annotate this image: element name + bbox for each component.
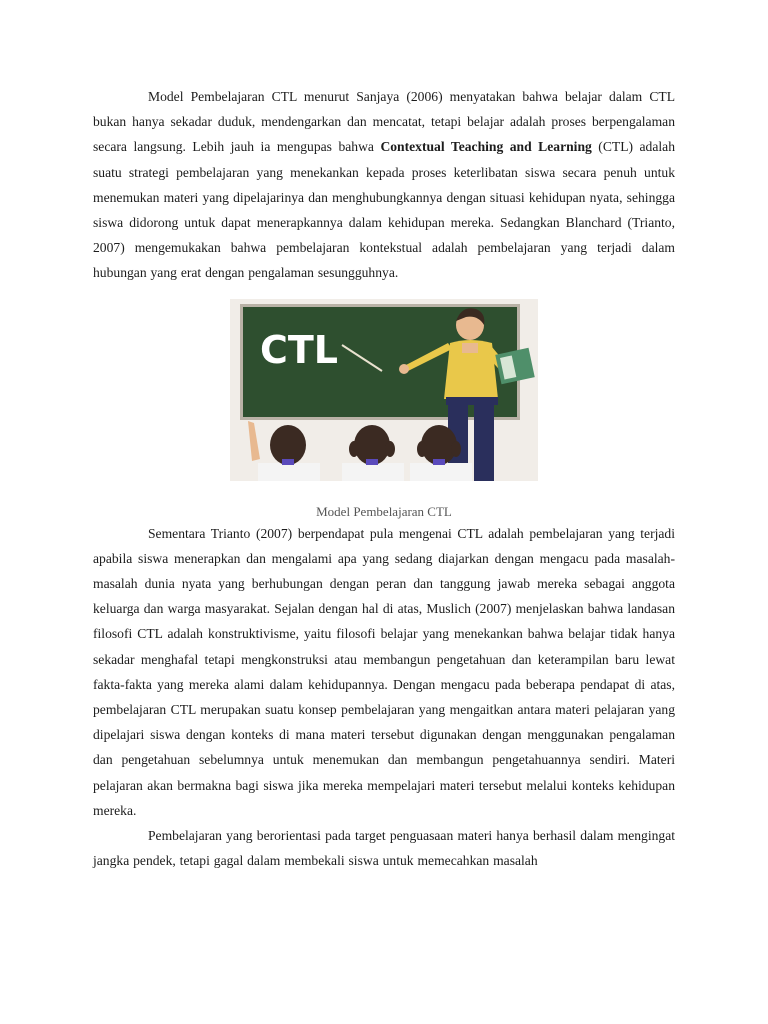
figure-caption: Model Pembelajaran CTL <box>316 503 452 519</box>
paragraph-1-bold-term: Contextual Teaching and Learning <box>380 139 592 155</box>
paragraph-1 <box>93 84 675 286</box>
board-text: CTL <box>260 327 339 372</box>
paragraph-3: Pembelajaran yang berorientasi pada target penguasaan materi hanya berhasil dalam mengingat jangka pendek, tetapi gagal dalam membekali siswa untuk memecahkan masalah <box>93 828 675 869</box>
ctl-classroom-illustration <box>230 299 538 481</box>
paragraph-1-part2: (CTL) adalah suatu strategi pembelajaran yang menekankan kepada proses keterlibatan siswa secara penuh untuk menemukan materi yang dipelajarinya dan menghubungkannya dengan situasi kehidupan nyata, sehingga siswa didorong untuk dapat menerapkannya dalam kehidupan mereka. Sedangkan Blanchard (Trianto, 2007) mengemukakan bahwa pembelajaran kontekstual adalah pembelajaran yang terjadi dalam hubungan yang erat dengan pengalaman sesungguhnya. <box>93 139 675 281</box>
figure <box>93 299 675 521</box>
paragraph-1-part1: Model Pembelajaran CTL menurut Sanjaya (2006) menyatakan bahwa belajar dalam CTL bukan hanya sekadar duduk, mendengarkan dan mencatat, tetapi belajar adalah proses berpengalaman secara langsung. Lebih jauh ia mengupas bahwa <box>93 89 675 155</box>
paragraph-2: Sementara Trianto (2007) berpendapat pula mengenai CTL adalah pembelajaran yang terjadi apabila siswa menerapkan dan mengalami apa yang sedang diajarkan dengan mengacu pada masalah-masalah dunia nyata yang berhubungan dengan peran dan tanggung jawab mereka sebagai anggota keluarga dan warga masyarakat. Sejalan dengan hal di atas, Muslich (2007) menjelaskan bahwa landasan filosofi CTL adalah konstruktivisme, yaitu filosofi belajar yang menekankan bahwa belajar tidak hanya sekadar menghafal tetapi mengkonstruksi atau membangun pengetahuan dan keterampilan baru lewat fakta-fakta yang mereka alami dalam kehidupannya. Dengan mengacu pada beberapa pendapat di atas, pembelajaran CTL merupakan suatu konsep pembelajaran yang mengaitkan antara materi pelajaran yang dipelajari siswa dengan konteks di mana materi tersebut digunakan dengan menggunakan pengalaman dan pengetahuan sebelumnya untuk menemukan dan membangun pengetahuannya sendiri. Materi pelajaran akan bermakna bagi siswa jika mereka mempelajari materi tersebut melalui konteks kehidupan mereka. <box>93 525 675 818</box>
